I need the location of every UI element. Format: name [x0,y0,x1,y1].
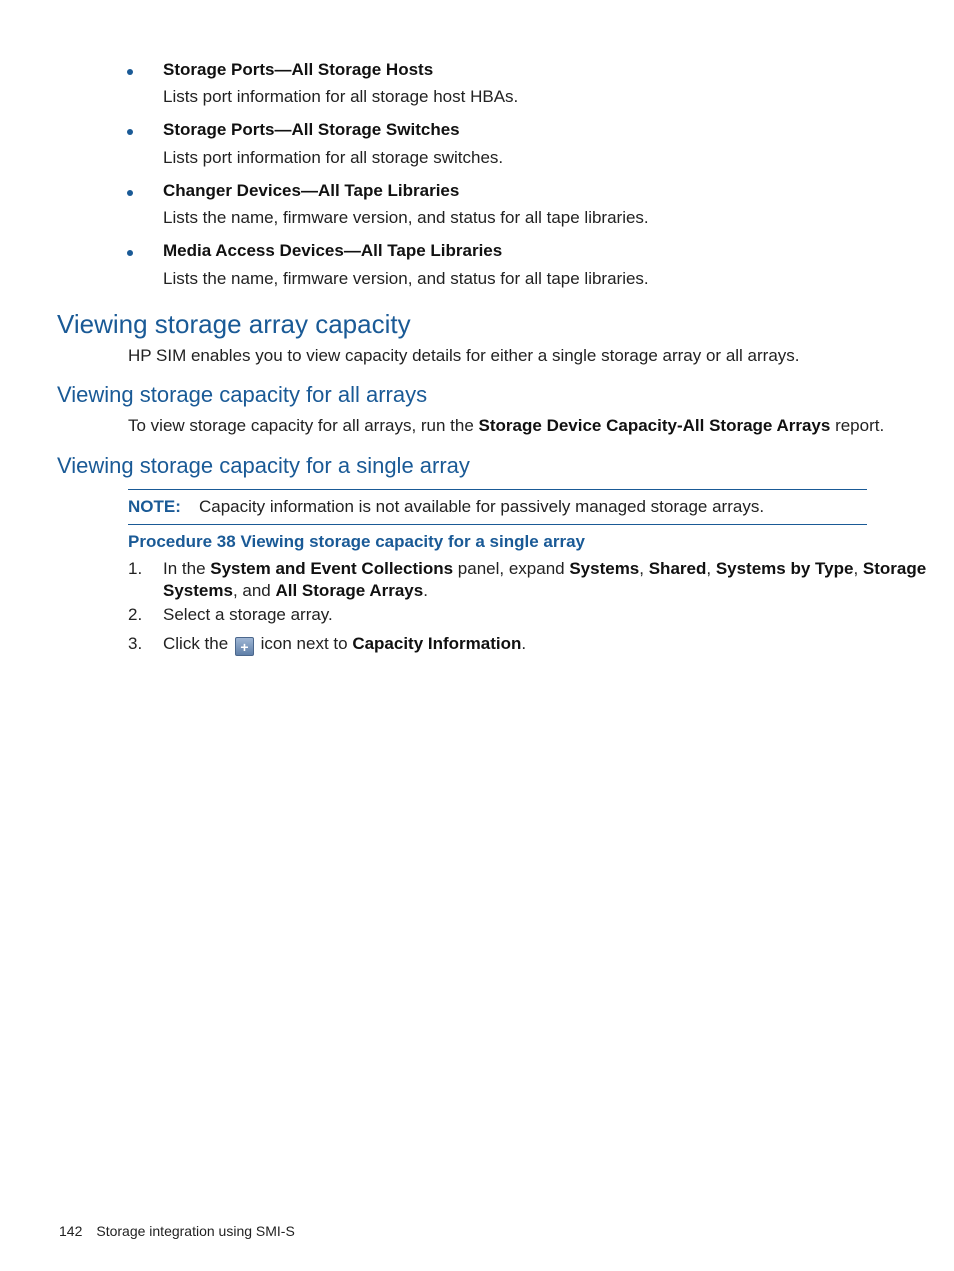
step-text [163,634,526,656]
text-run: , [639,559,649,578]
ui-term: Systems by Type [715,559,854,578]
step-number: 3. [128,634,143,653]
bullet-dot [127,190,133,196]
bullet-dot [127,129,133,135]
bullet-description: Lists the name, firmware version, and status for all tape libraries. [163,208,649,227]
ui-term: System and Event Collections [210,559,454,578]
section-paragraph [128,416,884,436]
step-text: Select a storage array. [163,605,333,624]
bullet-description: Lists port information for all storage switches. [163,148,504,167]
footer-title: Storage integration using SMI-S [96,1223,295,1239]
plus-icon: + [235,637,254,656]
page-number: 142 [59,1223,83,1239]
report-name: Storage Device Capacity-All Storage Arrays [478,416,831,435]
note-text: Capacity information is not available for passively managed storage arrays. [199,497,765,516]
text-run: Click the [163,634,233,653]
ui-term: Shared [648,559,707,578]
ui-term: Systems [569,559,640,578]
section-heading-array-capacity: Viewing storage array capacity [57,309,411,339]
text-run: report. [830,416,885,435]
section-heading-all-arrays: Viewing storage capacity for all arrays [57,382,428,407]
section-heading-single-array: Viewing storage capacity for a single array [57,453,470,478]
text-run: . [423,581,428,600]
bullet-dot [127,69,133,75]
bullet-title: Changer Devices—All Tape Libraries [163,181,460,200]
text-run: In the [163,559,211,578]
ui-term: Storage [862,559,927,578]
note-bottom-rule [128,524,867,525]
ui-term: All Storage Arrays [275,581,424,600]
page-footer [59,1223,295,1239]
ui-term: Capacity Information [352,634,522,653]
bullet-title: Storage Ports—All Storage Switches [163,120,460,139]
text-run: . [521,634,527,653]
ui-term: Systems [163,581,233,600]
text-run: To view storage capacity for all arrays, run the [128,416,479,435]
step-text-continued [163,581,428,601]
note-label: NOTE: [128,497,181,516]
text-run: icon next to [255,634,353,653]
text-run: , and [232,581,276,600]
step-number: 1. [128,559,143,578]
bullet-title: Storage Ports—All Storage Hosts [163,60,434,79]
text-run: panel, expand [453,559,570,578]
bullet-dot [127,250,133,256]
step-number: 2. [128,605,143,624]
section-paragraph: HP SIM enables you to view capacity details for either a single storage array or all arrays. [128,346,800,365]
bullet-title: Media Access Devices—All Tape Libraries [163,241,503,260]
bullet-description: Lists the name, firmware version, and status for all tape libraries. [163,269,649,288]
note-top-rule [128,489,867,490]
text-run: , [706,559,716,578]
text-run: , [853,559,863,578]
step-text [163,559,926,579]
bullet-description: Lists port information for all storage host HBAs. [163,87,519,106]
procedure-title: Procedure 38 Viewing storage capacity for a single array [128,532,585,551]
